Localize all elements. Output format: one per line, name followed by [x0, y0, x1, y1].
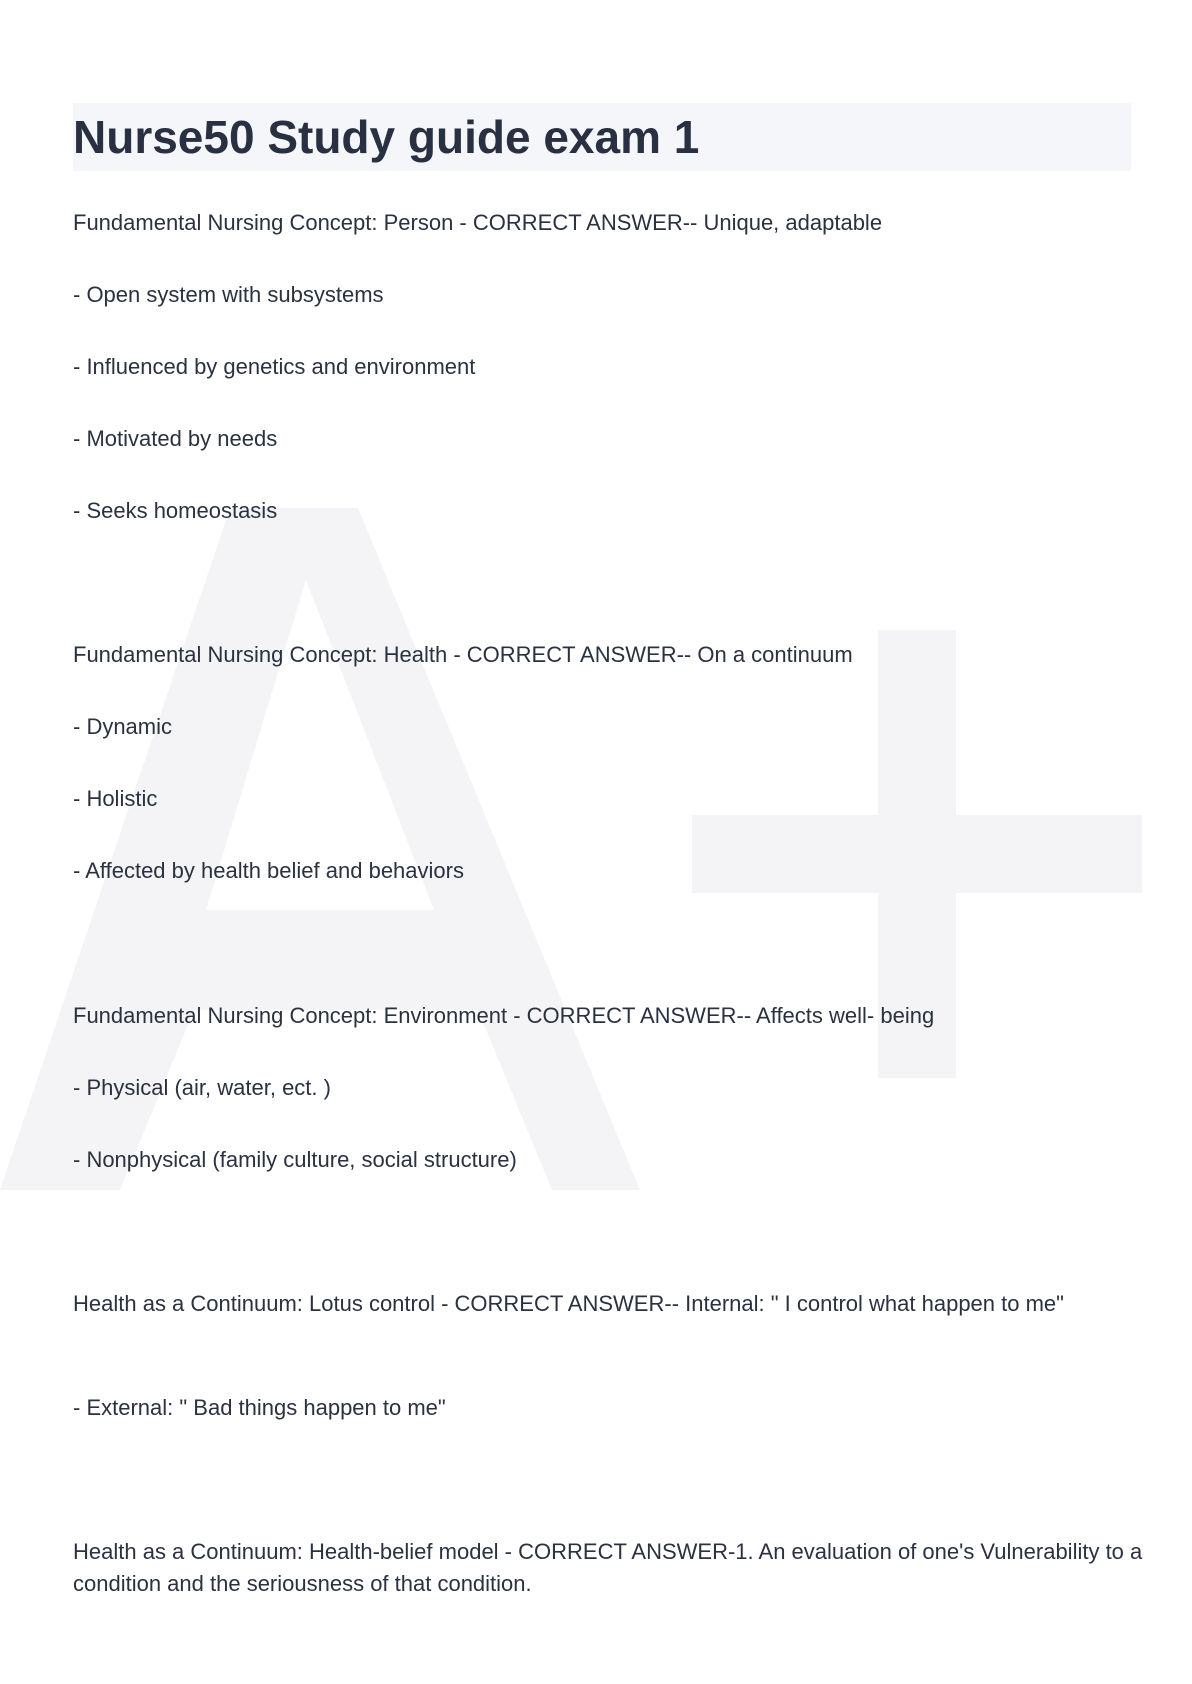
line-physical: - Physical (air, water, ect. ) — [73, 1075, 331, 1100]
line-dynamic: - Dynamic — [73, 714, 173, 739]
line-health-belief-model: Health as a Continuum: Health-belief model - CORRECT ANSWER-1. An evaluation of one's Vulnerability to a condition and the seriousness of that condition. — [73, 1539, 1143, 1596]
line-nonphysical: - Nonphysical (family culture, social structure) — [73, 1147, 517, 1172]
line-influenced: - Influenced by genetics and environment — [73, 354, 476, 379]
line-lotus-control: Health as a Continuum: Lotus control - CORRECT ANSWER-- Internal: " I control what happen to me" — [73, 1291, 1064, 1316]
line-health-belief: - Affected by health belief and behaviors — [73, 858, 464, 883]
line-holistic: - Holistic — [73, 786, 158, 811]
line-person-concept: Fundamental Nursing Concept: Person - CORRECT ANSWER-- Unique, adaptable — [73, 210, 883, 235]
line-homeostasis: - Seeks homeostasis — [73, 498, 278, 523]
line-external: - External: " Bad things happen to me" — [73, 1395, 446, 1420]
line-motivated: - Motivated by needs — [73, 426, 278, 451]
line-environment-concept: Fundamental Nursing Concept: Environment - CORRECT ANSWER-- Affects well- being — [73, 1003, 935, 1028]
line-health-concept: Fundamental Nursing Concept: Health - CORRECT ANSWER-- On a continuum — [73, 642, 853, 667]
page-title: Nurse50 Study guide exam 1 — [73, 111, 700, 163]
line-open-system: - Open system with subsystems — [73, 282, 384, 307]
